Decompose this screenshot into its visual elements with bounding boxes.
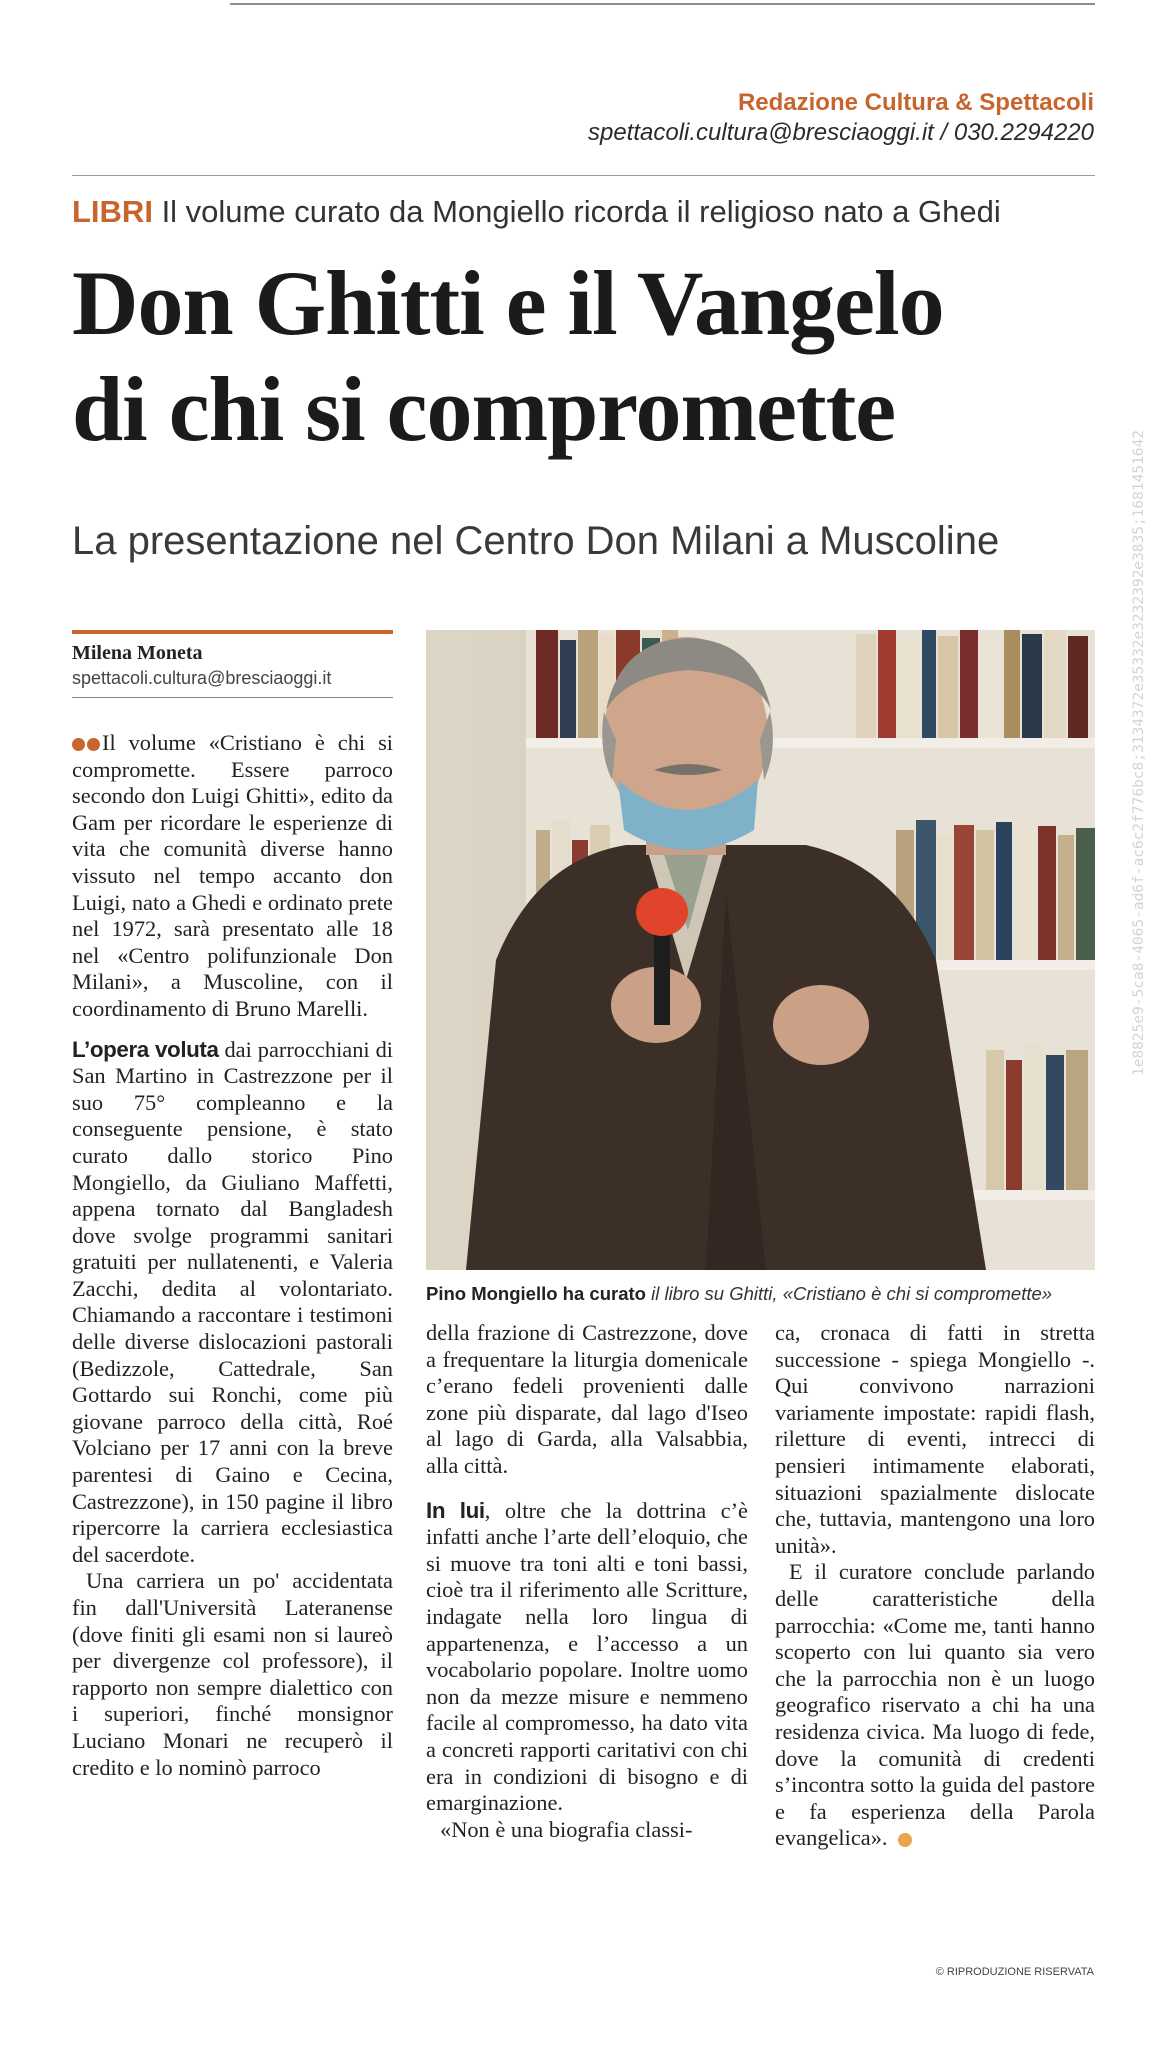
paragraph-text: , oltre che la dottrina c’è infatti anche l’arte dell’eloquio, che si muove tra toni alti e toni bassi, cioè tra il riferimento alle Scritture, indagate nella loro lingua di appartenenza, e l’accesso a un vocabolario popolare. Inoltre uomo non da mezze misure e nemmeno facile al compromesso, ha dato vita a concreti rapporti caritativi con chi era in condizioni di bisogno e di emarginazione. [426, 1497, 748, 1816]
top-rule [230, 3, 1095, 5]
headline-line-2: di chi si compromette [72, 358, 896, 460]
article-column-1 [72, 730, 393, 1781]
kicker-tag: LIBRI [72, 194, 153, 229]
subheadline: La presentazione nel Centro Don Milani a Muscoline [72, 519, 1000, 563]
section-title: Redazione Cultura & Spettacoli [737, 89, 1094, 116]
paragraph-lead: L’opera voluta [72, 1036, 219, 1062]
paragraph: Una carriera un po' accidentata fin dall'Università Lateranense (dove finiti gli esami non si laureò per divergenze col professore), il rapporto non sempre dialettico con i superiori, finché monsignor Luciano Monari ne recuperò il credito e lo nominò parroco [72, 1568, 393, 1780]
paragraph-lead: In lui [426, 1497, 485, 1523]
section-masthead [588, 88, 1094, 148]
paragraph: ca, cronaca di fatti in stretta successione - spiega Mongiello -. Qui convivono narrazioni variamente impostate: rapidi flash, riletture di eventi, intrecci di pensieri intimamente elaborati, situazioni spazialmente dislocate che, tuttavia, mantengono una loro unità». [775, 1320, 1095, 1558]
caption-text: il libro su Ghitti, «Cristiano è chi si compromette» [645, 1283, 1053, 1304]
paragraph-text: Il volume «Cristiano è chi si compromette. Essere parroco secondo don Luigi Ghitti», edito da Gam per ricordare le esperienze di vita che comunità diverse hanno vissuto nel tempo accanto don Luigi, nato a Ghedi e ordinato prete nel 1972, sarà presentato alle 18 nel «Centro polifunzionale Don Milani», a Muscoline, con il coordinamento di Bruno Marelli. [72, 730, 393, 1021]
end-of-article-dot [898, 1833, 912, 1847]
paragraph [775, 1559, 1095, 1852]
paragraph-text: dai parrocchiani di San Martino in Castrezzone per il suo 75° compleanno e la conseguente pensione, è stato curato dallo storico Pino Mongiello, da Giuliano Maffetti, appena tornato dal Bangladesh dove svolge programmi sanitari gratuiti per nullatenenti, e Valeria Zacchi, dedita al volontariato. Chiamando a raccontare i testimoni delle diverse dislocazioni pastorali (Bedizzole, Cattedrale, San Gottardo sui Ronchi, come più giovane parroco della città, Roé Volciano per 17 anni con la breve parentesi di Gaino e Cecina, Castrezzone), in 150 pagine il libro ripercorre la carriera ecclesiastica del sacerdote. [72, 1036, 393, 1567]
kicker [72, 192, 1001, 232]
document-id-watermark: 1e8825e9-5ca8-4065-ad6f-ac6c2f776bc8;3134372e35332e3232392e3835;1681451642 [1131, 430, 1147, 1077]
paragraph: della frazione di Castrezzone, dove a frequentare la liturgia domenicale c’erano fedeli provenienti dalle zone più disparate, dal lago d'Iseo al lago di Garda, alla Valsabbia, alla città. [426, 1320, 748, 1478]
article-column-3 [775, 1320, 1095, 1852]
article-column-2 [426, 1320, 748, 1843]
author-name: Milena Moneta [72, 642, 203, 664]
photo-speaker-with-microphone [426, 630, 1095, 1270]
header-divider [72, 175, 1095, 176]
headline-line-1: Don Ghitti e il Vangelo [72, 252, 944, 354]
author-accent-bar [72, 630, 393, 634]
paragraph-text: E il curatore conclude parlando delle caratteristiche della parrocchia: «Come me, tanti hanno scoperto con lui quanto sia vero che la parrocchia non è un luogo geografico riservato a chi ha una residenza civica. Ma luogo di fede, dove la comunità di credenti s’incontra sotto la guida del pastore e fa esperienza della Parola evangelica». [775, 1559, 1095, 1851]
author-email: spettacoli.cultura@bresciaoggi.it [72, 668, 332, 688]
photo-caption [426, 1282, 1052, 1306]
headline [72, 250, 1112, 462]
kicker-text: Il volume curato da Mongiello ricorda il religioso nato a Ghedi [161, 194, 1001, 229]
author-divider [72, 697, 393, 698]
section-contact: spettacoli.cultura@bresciaoggi.it / 030.2294220 [587, 119, 1094, 146]
article-photo [426, 630, 1095, 1270]
paragraph: «Non è una biografia classi- [440, 1816, 693, 1842]
paragraph [72, 1037, 393, 1569]
paragraph [426, 1498, 748, 1817]
paragraph-start-bullets [72, 730, 102, 757]
paragraph [72, 730, 393, 1023]
copyright-notice: © RIPRODUZIONE RISERVATA [935, 1966, 1094, 1978]
caption-bold: Pino Mongiello ha curato [426, 1283, 646, 1304]
